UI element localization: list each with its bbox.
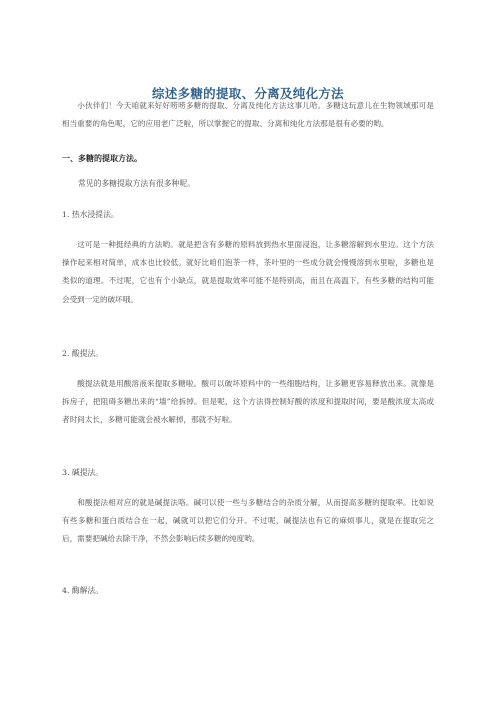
method-label-hot-water: 1. 热水浸提法。 (62, 210, 119, 219)
intro-paragraph: 小伙伴们！今天咱就来好好唠唠多糖的提取、分离及纯化方法这事儿哈。多糖这玩意儿在生物领域那可是相当重要的角色呢，它的应用老广泛啦，所以掌握它的提取、分离和纯化方法那是很有必要的哟。 (62, 101, 434, 129)
method-text-hot-water: 这可是一种挺经典的方法哟。就是把含有多糖的原料放到热水里面浸泡，让多糖溶解到水里边。这个方法操作起来相对简单，成本也比较低。就好比咱们泡茶一样，茶叶里的一些成分就会慢慢溶到水里啦，多糖也是类似的道理。不过呢，它也有个小缺点，就是提取效率可能不是特别高，而且在高温下，有些多糖的结构可能会受到一定的破坏哦。 (62, 240, 434, 304)
section-intro: 常见的多糖提取方法有很多种呢。 (78, 179, 195, 188)
method-text-acid: 酸提法就是用酸溶液来提取多糖啦。酸可以破坏原料中的一些细胞结构，让多糖更容易释放出来。就像是拆房子，把阻碍多糖出来的“墙”给拆掉。但是呢，这个方法得控制好酸的浓度和提取时间，要是酸浓度太高或者时间太长，多糖可能就会被水解掉，那就不好啦。 (62, 379, 434, 425)
section-heading-extraction: 一、多糖的提取方法。 (62, 154, 142, 163)
method-label-enzyme: 4. 酶解法。 (62, 586, 104, 595)
method-label-acid: 2. 酸提法。 (62, 349, 104, 358)
method-label-alkali: 3. 碱提法。 (62, 468, 104, 477)
method-text-alkali: 和酸提法相对应的就是碱提法咯。碱可以使一些与多糖结合的杂质分解，从而提高多糖的提取率。比如说有些多糖和蛋白质结合在一起，碱就可以把它们分开。不过呢，碱提法也有它的麻烦事儿，就是在提取完之后，需要把碱给去除干净，不然会影响后续多糖的纯度哟。 (62, 498, 434, 544)
document-title: 综述多糖的提取、分离及纯化方法 (151, 86, 344, 101)
